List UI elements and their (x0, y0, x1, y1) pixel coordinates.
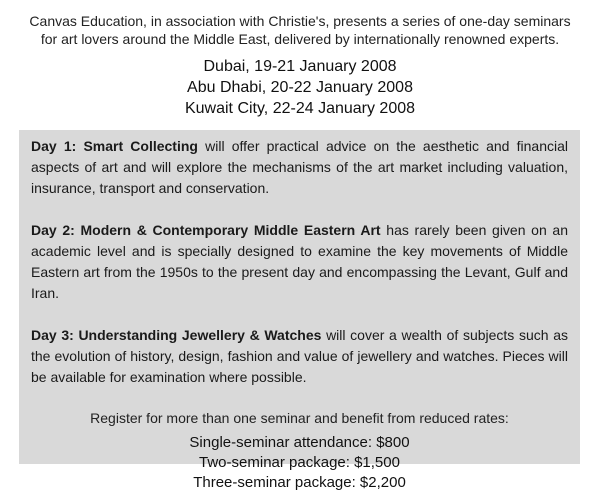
price-single: Single-seminar attendance: $800 (189, 434, 410, 451)
day-3-description (31, 325, 568, 388)
day-2-title: Day 2: Modern & Contemporary Middle Eastern Art (31, 222, 381, 238)
day-2-text: has rarely been given on an academic level and is specially designed to examine the key movements of Middle Eastern art from the 1950s to the present day and encompassing the Levant, Gulf and Iran. (31, 222, 569, 301)
date-kuwait-city: Kuwait City, 22-24 January 2008 (184, 100, 416, 117)
day-1-description (31, 136, 568, 199)
price-two: Two-seminar package: $1,500 (199, 454, 400, 471)
day-3-title: Day 3: Understanding Jewellery & Watches (31, 327, 322, 343)
intro-text: Canvas Education, in association with Christie's, presents a series of one-day seminars for art lovers around the Middle East, delivered by internationally renowned experts. (29, 13, 571, 47)
date-abu-dhabi: Abu Dhabi, 20-22 January 2008 (187, 79, 413, 96)
day-1-text: will offer practical advice on the aesthetic and financial aspects of art and will explore the mechanisms of the art market including valuation, insurance, transport and conservation. (31, 138, 568, 196)
price-three: Three-seminar package: $2,200 (193, 474, 406, 491)
seminar-dates (20, 56, 580, 119)
seminar-details-panel (19, 130, 580, 491)
day-2-description (31, 220, 568, 304)
day-1-title: Day 1: Smart Collecting (31, 138, 198, 154)
register-note: Register for more than one seminar and benefit from reduced rates: (90, 410, 509, 426)
price-list (31, 433, 568, 493)
day-3-text: will cover a wealth of subjects such as the evolution of history, design, fashion and value of jewellery and watches. Pieces will be available for examination where possible. (31, 327, 568, 385)
date-dubai: Dubai, 19-21 January 2008 (203, 58, 397, 75)
